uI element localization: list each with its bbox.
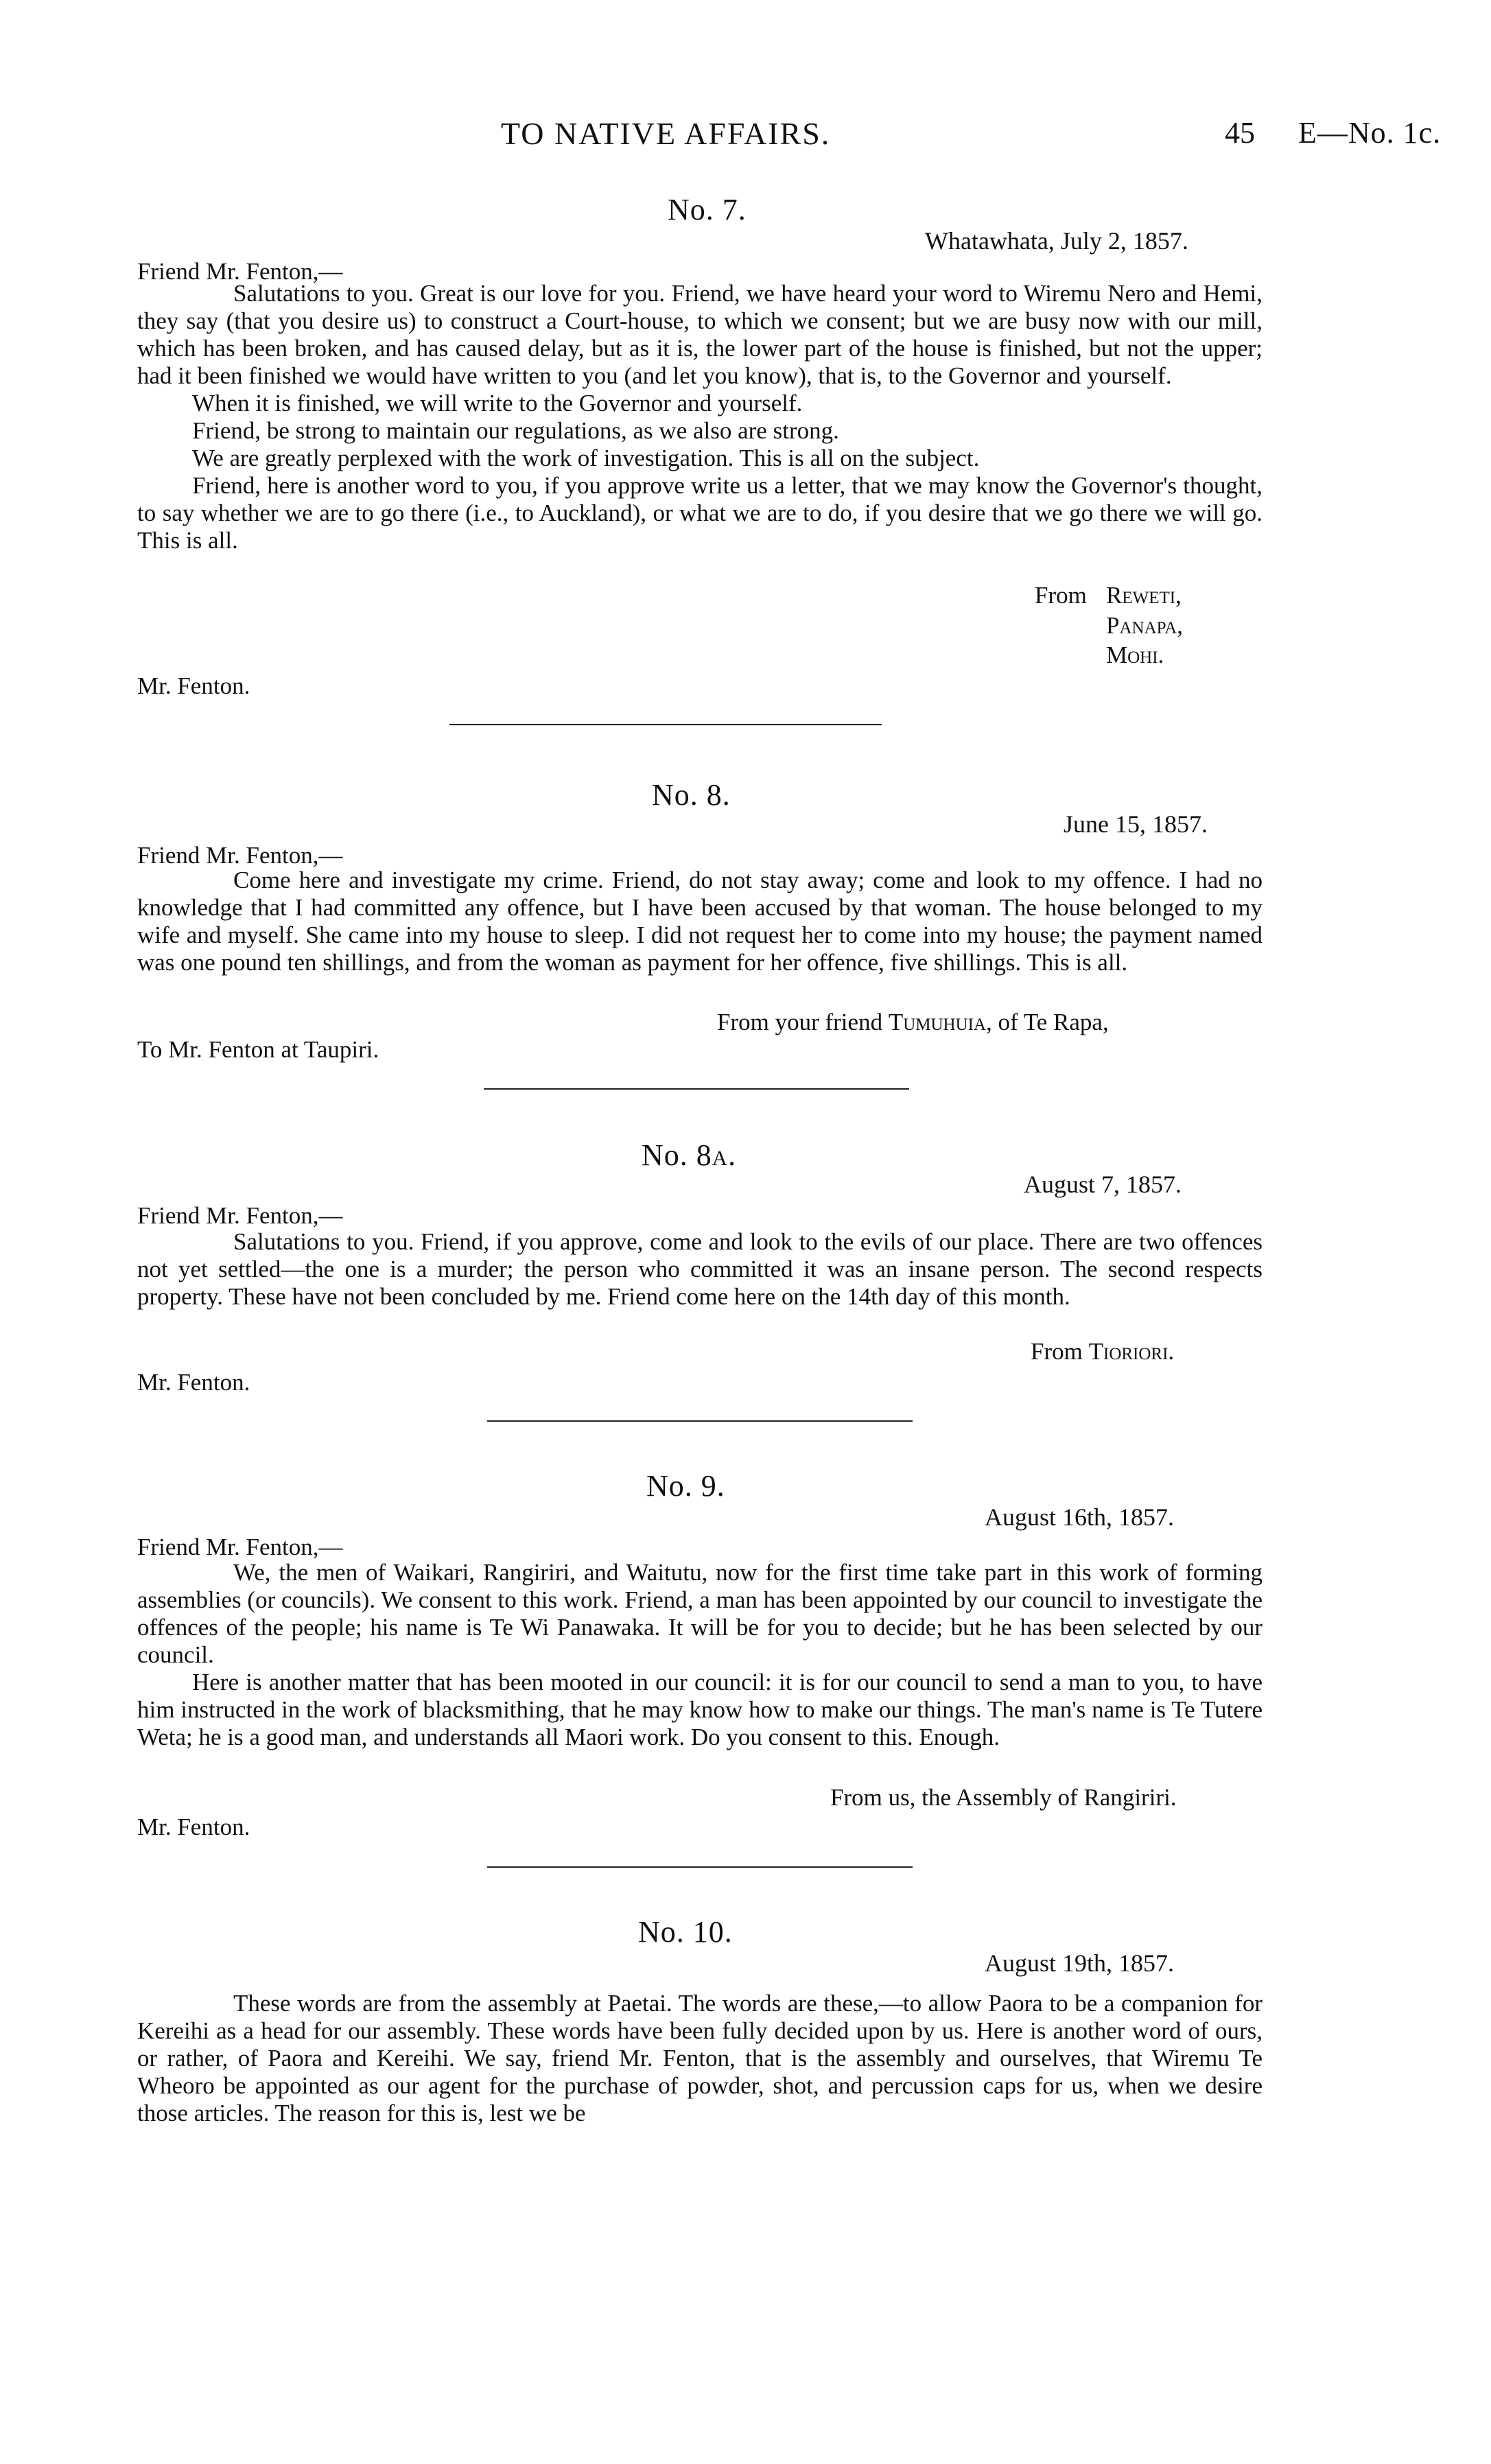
section-divider (487, 1866, 913, 1868)
paragraph: Here is another matter that has been mooted in our council: it is for our council to send a man to you, to have him instructed in the work of blacksmithing, that he may know how to make our things. The man's name is Te Tutere Weta; he is a good man, and understands all Maori work. Do you consent to this. Enough. (137, 1669, 1263, 1750)
paragraph: Come here and investigate my crime. Friend, do not stay away; come and look to my offence. I had no knowledge that I had committed any offence, but I have been accused by that woman. The house belonged to my wife and myself. She came into my house to sleep. I did not request her to come into my house; the payment named was one pound ten shillings, and from the woman as payment for her offence, five shillings. This is all. (137, 867, 1263, 976)
addressee: Mr. Fenton. (137, 1369, 250, 1396)
salutation: Friend Mr. Fenton,— (137, 1202, 343, 1229)
signatory: Reweti, (1106, 582, 1182, 609)
signature (717, 1009, 1109, 1036)
page-number: 45 (1225, 116, 1255, 150)
addressee: Mr. Fenton. (137, 1814, 250, 1840)
letter-date: June 15, 1857. (1064, 810, 1208, 838)
running-title: TO NATIVE AFFAIRS. (501, 116, 831, 151)
letter-body (137, 867, 1263, 976)
salutation: Friend Mr. Fenton,— (137, 1534, 343, 1560)
letter-date: August 16th, 1857. (985, 1503, 1175, 1531)
section-divider (449, 724, 882, 725)
paragraph: We, the men of Waikari, Rangiriri, and Waitutu, now for the first time take part in this work of forming assemblies (or councils). We consent to this work. Friend, a man has been appointed by our council to investigate the offences of the people; his name is Te Wi Panawaka. It will be for you to decide; but he has been selected by our council. (137, 1559, 1263, 1668)
paragraph: Salutations to you. Great is our love for you. Friend, we have heard your word to Wiremu Nero and Hemi, they say (that you desire us) to construct a Court-house, to which we consent; but we are busy now with our mill, which has been broken, and has caused delay, but as it is, the lower part of the house is finished, but not the upper; had it been finished we would have written to you (and let you know), that is, to the Governor and yourself. (137, 280, 1263, 389)
section-divider (484, 1088, 909, 1090)
signature-prefix: From your friend (717, 1009, 883, 1035)
letter-number: No. 7. (668, 193, 747, 226)
salutation: Friend Mr. Fenton,— (137, 842, 343, 869)
signature (1031, 1338, 1174, 1365)
signature-prefix: From (1031, 1338, 1083, 1365)
paragraph: Friend, be strong to maintain our regulations, as we also are strong. (192, 417, 839, 444)
letter-date: Whatawhata, July 2, 1857. (925, 227, 1188, 255)
letter-body (137, 1990, 1263, 2127)
paragraph: Salutations to you. Friend, if you approve, come and look to the evils of our place. There are two offences not yet settled—the one is a murder; the person who committed it was an insane person. The second respects property. These have not been concluded by me. Friend come here on the 14th day of this month. (137, 1228, 1263, 1310)
signatory: Mohi. (1106, 642, 1164, 668)
letter-number: No. 8. (652, 778, 731, 812)
paragraph: We are greatly perplexed with the work of investigation. This is all on the subject. (192, 445, 980, 471)
signature-prefix: From (1035, 582, 1087, 609)
letter-body (137, 1228, 1263, 1311)
section-divider (487, 1420, 913, 1422)
signatory: Tumuhuia (888, 1009, 987, 1035)
letter-number: No. 9. (646, 1469, 725, 1503)
paragraph: When it is finished, we will write to the Governor and yourself. (192, 390, 803, 416)
paragraph: Friend, here is another word to you, if you approve write us a letter, that we may know the Governor's thought, to say whether we are to go there (i.e., to Auckland), or what we are to do, if you desire that we go there we will go. This is all. (137, 472, 1263, 554)
letter-body (137, 1559, 1263, 1751)
signatory: Tioriori. (1088, 1338, 1175, 1365)
letter-date: August 7, 1857. (1024, 1171, 1182, 1198)
signature-suffix: , of Te Rapa, (986, 1009, 1109, 1035)
signatory: Panapa, (1106, 612, 1184, 639)
letter-date: August 19th, 1857. (985, 1949, 1175, 1977)
addressee: To Mr. Fenton at Taupiri. (137, 1036, 379, 1063)
series-number: E—No. 1c. (1298, 116, 1442, 150)
letter-body (137, 280, 1263, 554)
salutation: Friend Mr. Fenton,— (137, 258, 343, 285)
addressee: Mr. Fenton. (137, 672, 250, 699)
paragraph: These words are from the assembly at Paetai. The words are these,—to allow Paora to be a companion for Kereihi as a head for our assembly. These words have been fully decided upon by us. Here is another word of ours, or rather, of Paora and Kereihi. We say, friend Mr. Fenton, that is the assembly and ourselves, that Wiremu Te Wheoro be appointed as our agent for the purchase of powder, shot, and percussion caps for us, when we desire those articles. The reason for this is, lest we be (137, 1990, 1263, 2126)
letter-number-suffix: a (712, 1138, 729, 1172)
letter-number: No. 10. (638, 1915, 733, 1949)
letter-number: No. 8a. (642, 1138, 737, 1172)
signature: From us, the Assembly of Rangiriri. (830, 1784, 1177, 1811)
